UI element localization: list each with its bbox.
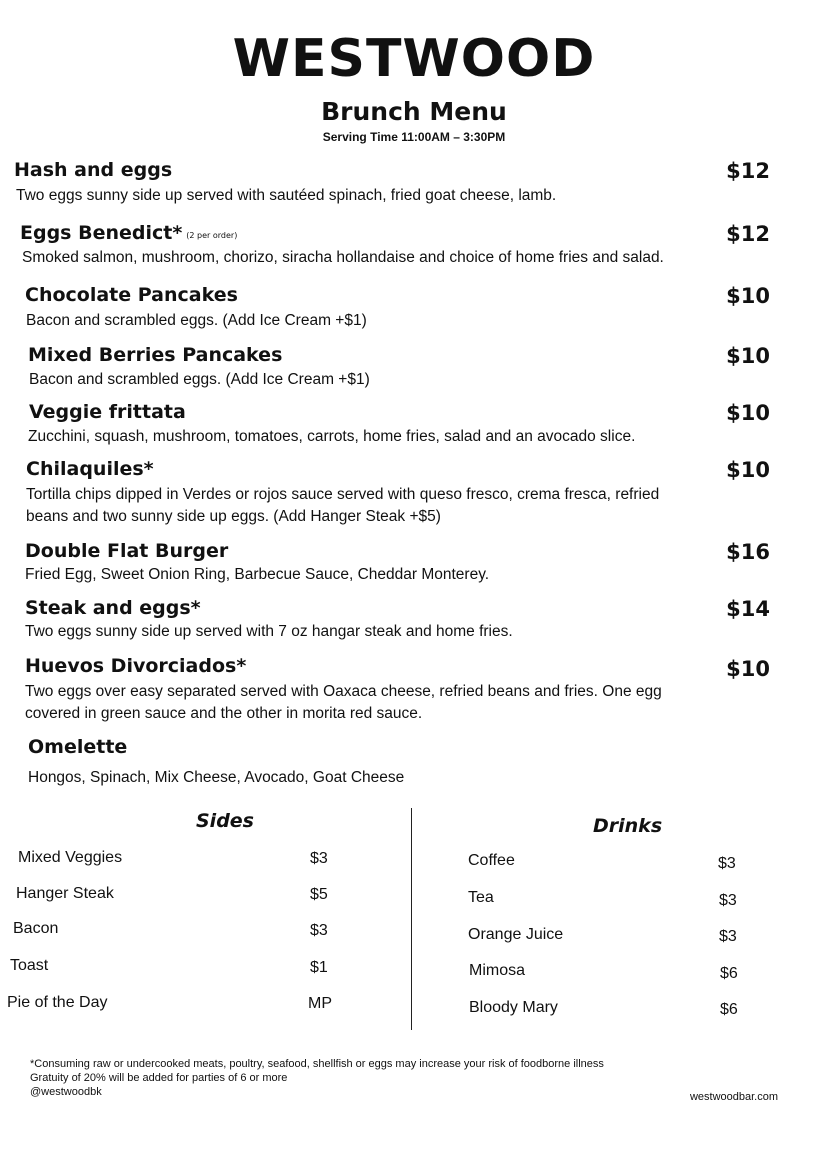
brand-logo: WESTWOOD xyxy=(232,29,596,89)
item-price: $16 xyxy=(726,540,770,564)
side-price: MP xyxy=(308,995,332,1012)
item-price: $12 xyxy=(726,159,770,183)
foodborne-warning: *Consuming raw or undercooked meats, poultry, seafood, shellfish or eggs may increase your risk of foodborne illness xyxy=(30,1058,604,1070)
item-name: Hash and eggs xyxy=(14,159,173,181)
item-price: $12 xyxy=(726,222,770,246)
item-description: Fried Egg, Sweet Onion Ring, Barbecue Sauce, Cheddar Monterey. xyxy=(25,566,490,583)
footer xyxy=(30,1057,604,1099)
menu-header xyxy=(0,28,828,144)
item-price: $10 xyxy=(726,344,770,368)
side-price: $1 xyxy=(310,959,328,976)
drink-price: $3 xyxy=(718,855,736,872)
drink-name: Bloody Mary xyxy=(469,999,558,1016)
drink-price: $6 xyxy=(720,1001,738,1018)
drink-price: $3 xyxy=(719,928,737,945)
item-name: Omelette xyxy=(28,736,128,758)
drink-name: Coffee xyxy=(468,852,515,869)
item-description: Bacon and scrambled eggs. (Add Ice Cream +$1) xyxy=(29,371,370,388)
item-description: Two eggs sunny side up served with sautéed spinach, fried goat cheese, lamb. xyxy=(16,187,557,204)
sides-title: Sides xyxy=(196,810,254,832)
item-name: Steak and eggs* xyxy=(25,597,201,619)
item-description: Two eggs over easy separated served with Oaxaca cheese, refried beans and fries. One egg covered in green sauce and the other in morita red sauce. xyxy=(25,683,662,722)
drinks-title: Drinks xyxy=(593,815,663,837)
item-name: Chocolate Pancakes xyxy=(25,284,238,306)
item-description: Hongos, Spinach, Mix Cheese, Avocado, Goat Cheese xyxy=(28,769,405,786)
item-description: Tortilla chips dipped in Verdes or rojos sauce served with queso fresco, crema fresca, refried beans and two sunny side up eggs. (Add Hanger Steak +$5) xyxy=(26,486,660,525)
side-price: $3 xyxy=(310,850,328,867)
website: westwoodbar.com xyxy=(689,1091,778,1103)
side-name: Toast xyxy=(10,957,49,974)
item-name: Mixed Berries Pancakes xyxy=(28,344,283,366)
side-name: Pie of the Day xyxy=(7,994,108,1011)
gratuity-note: Gratuity of 20% will be added for parties of 6 or more xyxy=(30,1072,288,1084)
item-description: Bacon and scrambled eggs. (Add Ice Cream +$1) xyxy=(26,312,367,329)
drink-name: Orange Juice xyxy=(468,926,564,943)
social-handle: @westwoodbk xyxy=(30,1086,102,1098)
item-description: Zucchini, squash, mushroom, tomatoes, carrots, home fries, salad and an avocado slice. xyxy=(28,428,636,445)
item-name: Eggs Benedict* (2 per order) xyxy=(20,222,238,244)
side-name: Mixed Veggies xyxy=(18,849,123,866)
column-divider xyxy=(411,808,412,1030)
drink-price: $3 xyxy=(719,892,737,909)
item-name: Chilaquiles* xyxy=(26,458,154,480)
drink-price: $6 xyxy=(720,965,738,982)
item-name: Huevos Divorciados* xyxy=(25,655,247,677)
drink-name: Mimosa xyxy=(469,962,526,979)
serving-time: Serving Time 11:00AM – 3:30PM xyxy=(322,130,506,144)
item-note: (2 per order) xyxy=(186,231,238,240)
item-price: $14 xyxy=(726,597,770,621)
item-price: $10 xyxy=(726,657,770,681)
item-name: Double Flat Burger xyxy=(25,540,229,562)
item-price: $10 xyxy=(726,284,770,308)
side-name: Hanger Steak xyxy=(16,885,114,902)
item-price: $10 xyxy=(726,458,770,482)
menu-subtitle: Brunch Menu xyxy=(321,97,507,126)
side-name: Bacon xyxy=(13,920,59,937)
side-price: $3 xyxy=(310,922,328,939)
item-price: $10 xyxy=(726,401,770,425)
item-description: Two eggs sunny side up served with 7 oz hangar steak and home fries. xyxy=(25,623,513,640)
drink-name: Tea xyxy=(468,889,494,906)
item-name: Veggie frittata xyxy=(29,401,186,423)
item-description: Smoked salmon, mushroom, chorizo, siracha hollandaise and choice of home fries and salad. xyxy=(22,249,664,266)
side-price: $5 xyxy=(310,886,328,903)
